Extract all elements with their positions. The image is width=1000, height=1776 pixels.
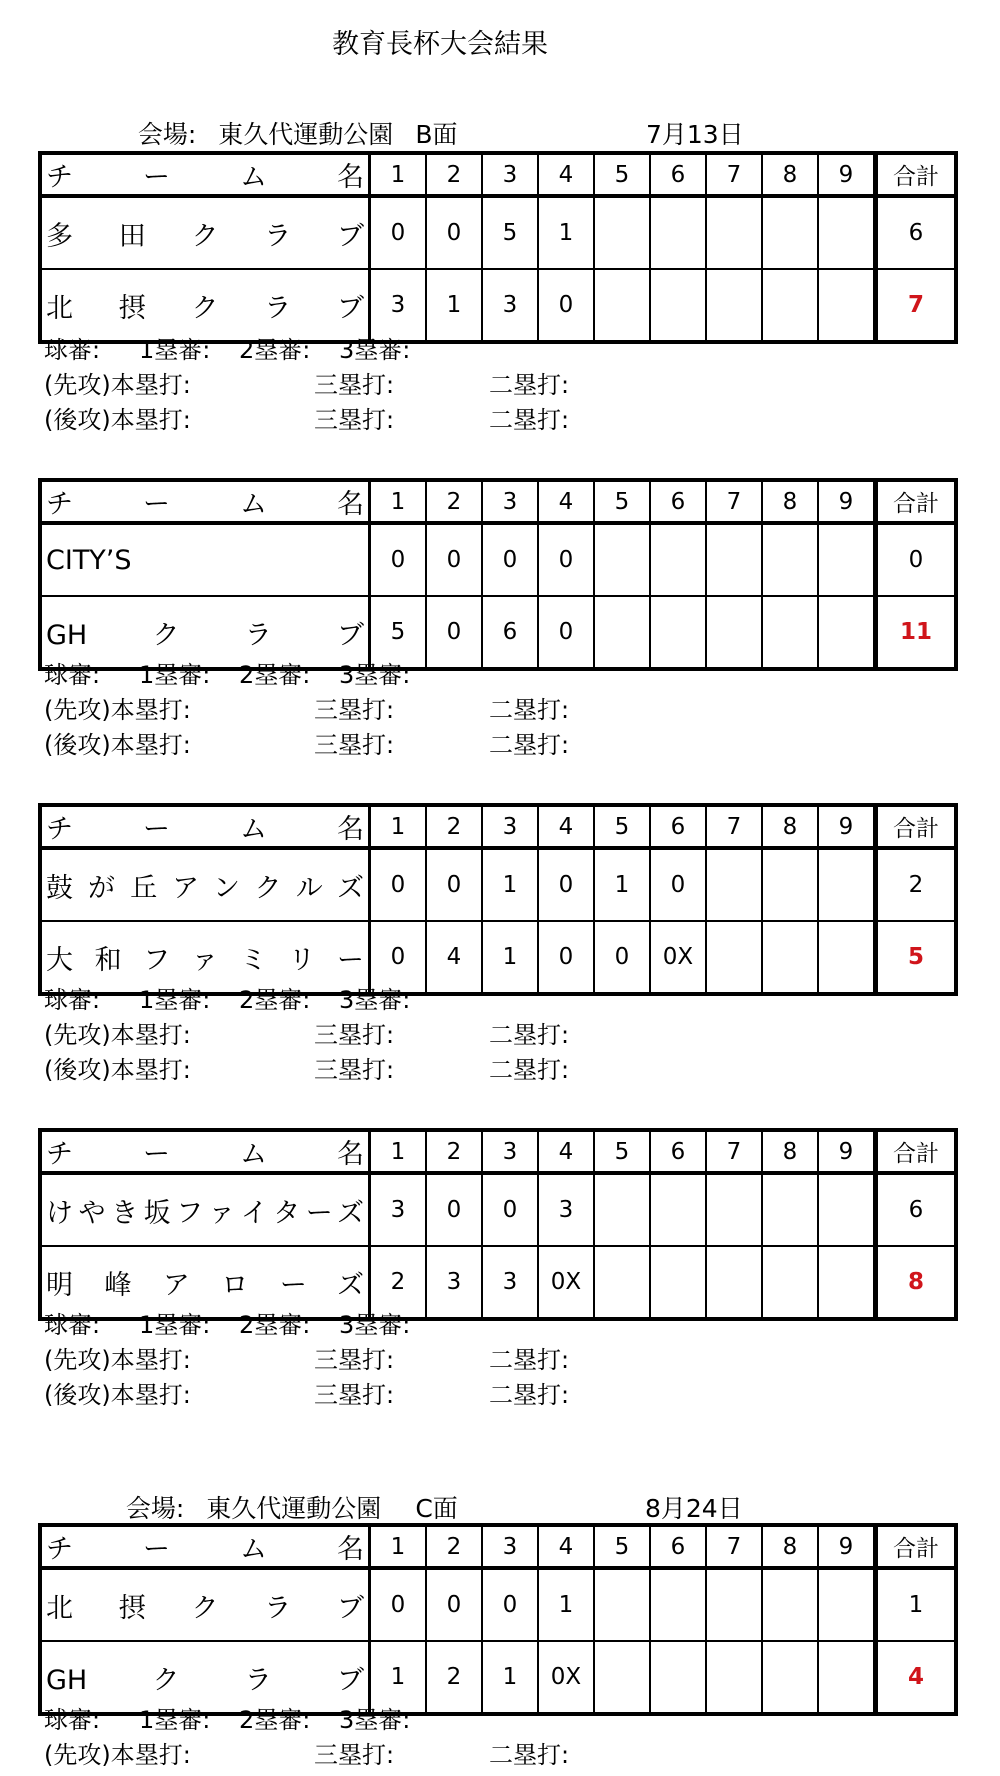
inning-header: 9 xyxy=(818,1130,876,1173)
venue-line xyxy=(110,1460,743,1525)
team-name: 多田クラブ xyxy=(40,196,370,269)
first-team-hits xyxy=(44,693,570,728)
inning-header: 3 xyxy=(482,805,538,848)
homerun-label: (後攻)本塁打: xyxy=(44,731,191,759)
homerun-label: (後攻)本塁打: xyxy=(44,406,191,434)
inning-score xyxy=(762,921,818,994)
inning-score xyxy=(818,921,876,994)
umpire-label: 3塁審: xyxy=(339,336,411,364)
inning-score xyxy=(762,1641,818,1714)
homerun-label: (先攻)本塁打: xyxy=(44,1346,191,1374)
inning-score xyxy=(706,921,762,994)
inning-score xyxy=(650,523,706,596)
double-label: 二塁打: xyxy=(489,406,570,434)
team-name-header: チ ー ム 名 xyxy=(40,1130,370,1173)
homerun-label: (後攻)本塁打: xyxy=(44,1056,191,1084)
umpire-label: 球審: xyxy=(44,1706,101,1734)
inning-header: 3 xyxy=(482,1130,538,1173)
team-name: GHクラブ xyxy=(40,596,370,669)
second-team-hits xyxy=(44,728,570,763)
score-table xyxy=(38,1523,958,1716)
inning-score xyxy=(706,848,762,921)
team-total: 8 xyxy=(876,1246,957,1319)
team-total: 1 xyxy=(876,1568,957,1641)
inning-score: 0 xyxy=(370,848,427,921)
inning-score: 0 xyxy=(650,848,706,921)
inning-score: 1 xyxy=(482,1641,538,1714)
team-name: CITY’S xyxy=(40,523,370,596)
team-name: 大和ファミリー xyxy=(40,921,370,994)
inning-score xyxy=(762,1173,818,1246)
inning-score: 3 xyxy=(482,1246,538,1319)
umpire-label: 2塁審: xyxy=(239,336,311,364)
umpire-label: 球審: xyxy=(44,336,101,364)
inning-score xyxy=(818,523,876,596)
inning-header: 1 xyxy=(370,805,427,848)
team-name: 鼓が丘アンクルズ xyxy=(40,848,370,921)
team-total: 0 xyxy=(876,523,957,596)
team-total: 5 xyxy=(876,921,957,994)
inning-score: 0 xyxy=(426,1568,482,1641)
inning-score xyxy=(818,1173,876,1246)
inning-header: 5 xyxy=(594,1130,650,1173)
venue-line xyxy=(122,86,744,151)
venue-label: 会場: xyxy=(137,120,197,149)
inning-header: 6 xyxy=(650,1525,706,1568)
umpire-label: 1塁審: xyxy=(139,986,211,1014)
inning-header: 9 xyxy=(818,1525,876,1568)
first-team-hits xyxy=(44,1343,570,1378)
inning-score xyxy=(650,1173,706,1246)
inning-score xyxy=(650,269,706,342)
umpire-label: 1塁審: xyxy=(139,661,211,689)
team-name: けやき坂ファイターズ xyxy=(40,1173,370,1246)
header-row xyxy=(40,480,956,523)
inning-score xyxy=(762,523,818,596)
inning-score: 0 xyxy=(426,523,482,596)
inning-header: 2 xyxy=(426,153,482,196)
inning-header: 2 xyxy=(426,1525,482,1568)
inning-score: 0 xyxy=(538,596,594,669)
inning-score xyxy=(594,1568,650,1641)
header-row xyxy=(40,1525,956,1568)
inning-header: 2 xyxy=(426,1130,482,1173)
inning-score: 0 xyxy=(426,196,482,269)
inning-score xyxy=(706,1641,762,1714)
team-total: 11 xyxy=(876,596,957,669)
team-row xyxy=(40,848,956,921)
team-row xyxy=(40,196,956,269)
inning-header: 7 xyxy=(706,153,762,196)
inning-score xyxy=(594,1246,650,1319)
inning-header: 8 xyxy=(762,153,818,196)
inning-header: 1 xyxy=(370,1525,427,1568)
inning-score xyxy=(762,1246,818,1319)
team-name: 北摂クラブ xyxy=(40,1568,370,1641)
inning-score: 2 xyxy=(426,1641,482,1714)
inning-header: 8 xyxy=(762,1525,818,1568)
score-table xyxy=(38,1128,958,1321)
inning-header: 6 xyxy=(650,805,706,848)
inning-score xyxy=(594,196,650,269)
inning-score xyxy=(818,269,876,342)
double-label: 二塁打: xyxy=(489,696,570,724)
first-team-hits xyxy=(44,1738,570,1773)
homerun-label: (先攻)本塁打: xyxy=(44,371,191,399)
inning-header: 3 xyxy=(482,153,538,196)
score-table xyxy=(38,803,958,996)
inning-score: 0 xyxy=(482,1568,538,1641)
inning-score xyxy=(706,523,762,596)
triple-label: 三塁打: xyxy=(314,1021,395,1049)
inning-score: 1 xyxy=(426,269,482,342)
total-header: 合計 xyxy=(876,153,957,196)
inning-score xyxy=(818,1641,876,1714)
team-name-header: チ ー ム 名 xyxy=(40,1525,370,1568)
inning-score xyxy=(762,196,818,269)
inning-score: 1 xyxy=(538,196,594,269)
inning-score xyxy=(594,269,650,342)
inning-score: 3 xyxy=(538,1173,594,1246)
double-label: 二塁打: xyxy=(489,1021,570,1049)
umpire-label: 2塁審: xyxy=(239,661,311,689)
triple-label: 三塁打: xyxy=(314,731,395,759)
inning-score: 1 xyxy=(482,848,538,921)
team-name-header: チ ー ム 名 xyxy=(40,153,370,196)
inning-score: 0X xyxy=(538,1246,594,1319)
double-label: 二塁打: xyxy=(489,1381,570,1409)
inning-score xyxy=(650,1641,706,1714)
inning-score: 0 xyxy=(594,921,650,994)
inning-score xyxy=(650,196,706,269)
inning-score xyxy=(594,1641,650,1714)
inning-header: 8 xyxy=(762,480,818,523)
homerun-label: (先攻)本塁打: xyxy=(44,1021,191,1049)
header-row xyxy=(40,153,956,196)
inning-header: 3 xyxy=(482,480,538,523)
inning-header: 4 xyxy=(538,153,594,196)
umpire-label: 3塁審: xyxy=(339,1311,411,1339)
inning-header: 1 xyxy=(370,480,427,523)
team-total: 7 xyxy=(876,269,957,342)
score-table xyxy=(38,151,958,344)
inning-score xyxy=(706,269,762,342)
inning-score xyxy=(818,848,876,921)
inning-score: 3 xyxy=(370,269,427,342)
inning-header: 9 xyxy=(818,805,876,848)
inning-score: 5 xyxy=(370,596,427,669)
first-team-hits xyxy=(44,368,570,403)
second-team-hits xyxy=(44,1053,570,1088)
inning-score: 0 xyxy=(482,523,538,596)
venue-field: B面 xyxy=(415,120,458,149)
total-header: 合計 xyxy=(876,805,957,848)
inning-score: 0 xyxy=(538,921,594,994)
inning-score xyxy=(594,596,650,669)
inning-score: 6 xyxy=(482,596,538,669)
team-total: 6 xyxy=(876,1173,957,1246)
umpire-label: 3塁審: xyxy=(339,1706,411,1734)
inning-score: 0 xyxy=(426,596,482,669)
inning-header: 7 xyxy=(706,1130,762,1173)
double-label: 二塁打: xyxy=(489,371,570,399)
inning-score: 3 xyxy=(370,1173,427,1246)
inning-score xyxy=(594,1173,650,1246)
inning-header: 5 xyxy=(594,153,650,196)
inning-score xyxy=(762,596,818,669)
umpire-line xyxy=(44,1308,411,1343)
inning-header: 9 xyxy=(818,480,876,523)
team-total: 6 xyxy=(876,196,957,269)
umpire-label: 球審: xyxy=(44,986,101,1014)
venue-label: 会場: xyxy=(125,1494,185,1523)
inning-score: 0 xyxy=(482,1173,538,1246)
inning-score xyxy=(706,196,762,269)
venue-place: 東久代運動公園 xyxy=(206,1494,382,1523)
game-notes xyxy=(44,333,570,438)
triple-label: 三塁打: xyxy=(314,1741,395,1769)
second-team-hits xyxy=(44,403,570,438)
homerun-label: (先攻)本塁打: xyxy=(44,696,191,724)
inning-score: 0 xyxy=(370,523,427,596)
inning-score: 1 xyxy=(482,921,538,994)
inning-header: 1 xyxy=(370,1130,427,1173)
inning-score xyxy=(818,596,876,669)
umpire-label: 2塁審: xyxy=(239,986,311,1014)
header-row xyxy=(40,805,956,848)
inning-score xyxy=(762,848,818,921)
inning-score: 4 xyxy=(426,921,482,994)
umpire-line xyxy=(44,983,411,1018)
triple-label: 三塁打: xyxy=(314,1056,395,1084)
triple-label: 三塁打: xyxy=(314,371,395,399)
inning-header: 8 xyxy=(762,1130,818,1173)
inning-score: 0X xyxy=(650,921,706,994)
inning-header: 1 xyxy=(370,153,427,196)
inning-score: 0 xyxy=(370,921,427,994)
double-label: 二塁打: xyxy=(489,1056,570,1084)
inning-score: 0X xyxy=(538,1641,594,1714)
total-header: 合計 xyxy=(876,1130,957,1173)
inning-header: 5 xyxy=(594,480,650,523)
umpire-label: 球審: xyxy=(44,661,101,689)
umpire-label: 球審: xyxy=(44,1311,101,1339)
inning-header: 4 xyxy=(538,480,594,523)
inning-score: 1 xyxy=(370,1641,427,1714)
umpire-label: 2塁審: xyxy=(239,1706,311,1734)
umpire-label: 1塁審: xyxy=(139,336,211,364)
game-notes xyxy=(44,658,570,763)
venue-field: C面 xyxy=(415,1494,458,1523)
score-table xyxy=(38,478,958,671)
team-name-header: チ ー ム 名 xyxy=(40,480,370,523)
inning-score xyxy=(818,1246,876,1319)
venue-date: 8月24日 xyxy=(645,1494,743,1523)
inning-score xyxy=(706,596,762,669)
inning-score: 1 xyxy=(594,848,650,921)
inning-score: 0 xyxy=(538,523,594,596)
umpire-line xyxy=(44,1703,411,1738)
second-team-hits xyxy=(44,1378,570,1413)
inning-score: 0 xyxy=(538,848,594,921)
inning-header: 6 xyxy=(650,153,706,196)
umpire-label: 2塁審: xyxy=(239,1311,311,1339)
team-row xyxy=(40,1568,956,1641)
inning-score xyxy=(650,596,706,669)
team-name: 明峰アローズ xyxy=(40,1246,370,1319)
inning-score xyxy=(762,1568,818,1641)
double-label: 二塁打: xyxy=(489,1346,570,1374)
umpire-label: 3塁審: xyxy=(339,661,411,689)
inning-header: 8 xyxy=(762,805,818,848)
total-header: 合計 xyxy=(876,1525,957,1568)
inning-score: 0 xyxy=(538,269,594,342)
inning-header: 6 xyxy=(650,480,706,523)
team-row xyxy=(40,523,956,596)
inning-score xyxy=(706,1173,762,1246)
inning-score xyxy=(594,523,650,596)
team-total: 4 xyxy=(876,1641,957,1714)
inning-header: 9 xyxy=(818,153,876,196)
team-row xyxy=(40,1173,956,1246)
inning-header: 6 xyxy=(650,1130,706,1173)
homerun-label: (後攻)本塁打: xyxy=(44,1381,191,1409)
game-notes xyxy=(44,1308,570,1413)
inning-score: 0 xyxy=(426,1173,482,1246)
umpire-label: 1塁審: xyxy=(139,1311,211,1339)
homerun-label: (先攻)本塁打: xyxy=(44,1741,191,1769)
page-title: 教育長杯大会結果 xyxy=(332,29,548,60)
inning-score xyxy=(706,1246,762,1319)
double-label: 二塁打: xyxy=(489,1741,570,1769)
inning-score: 0 xyxy=(370,1568,427,1641)
inning-header: 4 xyxy=(538,805,594,848)
triple-label: 三塁打: xyxy=(314,406,395,434)
team-name: GHクラブ xyxy=(40,1641,370,1714)
inning-score: 2 xyxy=(370,1246,427,1319)
inning-header: 7 xyxy=(706,480,762,523)
triple-label: 三塁打: xyxy=(314,696,395,724)
double-label: 二塁打: xyxy=(489,731,570,759)
inning-score xyxy=(650,1568,706,1641)
team-name: 北摂クラブ xyxy=(40,269,370,342)
inning-header: 7 xyxy=(706,1525,762,1568)
triple-label: 三塁打: xyxy=(314,1346,395,1374)
inning-score xyxy=(650,1246,706,1319)
header-row xyxy=(40,1130,956,1173)
team-name-header: チ ー ム 名 xyxy=(40,805,370,848)
inning-header: 4 xyxy=(538,1525,594,1568)
inning-header: 2 xyxy=(426,480,482,523)
inning-score xyxy=(818,1568,876,1641)
inning-header: 2 xyxy=(426,805,482,848)
inning-score: 0 xyxy=(426,848,482,921)
inning-header: 4 xyxy=(538,1130,594,1173)
game-notes xyxy=(44,983,570,1088)
inning-score: 3 xyxy=(482,269,538,342)
venue-date: 7月13日 xyxy=(646,120,744,149)
umpire-label: 1塁審: xyxy=(139,1706,211,1734)
team-row xyxy=(40,269,956,342)
game-notes xyxy=(44,1703,570,1773)
umpire-line xyxy=(44,333,411,368)
first-team-hits xyxy=(44,1018,570,1053)
inning-score: 0 xyxy=(370,196,427,269)
inning-header: 7 xyxy=(706,805,762,848)
triple-label: 三塁打: xyxy=(314,1381,395,1409)
umpire-line xyxy=(44,658,411,693)
inning-header: 5 xyxy=(594,1525,650,1568)
umpire-label: 3塁審: xyxy=(339,986,411,1014)
inning-score xyxy=(762,269,818,342)
total-header: 合計 xyxy=(876,480,957,523)
inning-score: 5 xyxy=(482,196,538,269)
inning-score xyxy=(706,1568,762,1641)
inning-score: 3 xyxy=(426,1246,482,1319)
team-total: 2 xyxy=(876,848,957,921)
inning-score xyxy=(818,196,876,269)
inning-score: 1 xyxy=(538,1568,594,1641)
inning-header: 5 xyxy=(594,805,650,848)
venue-place: 東久代運動公園 xyxy=(218,120,394,149)
inning-header: 3 xyxy=(482,1525,538,1568)
